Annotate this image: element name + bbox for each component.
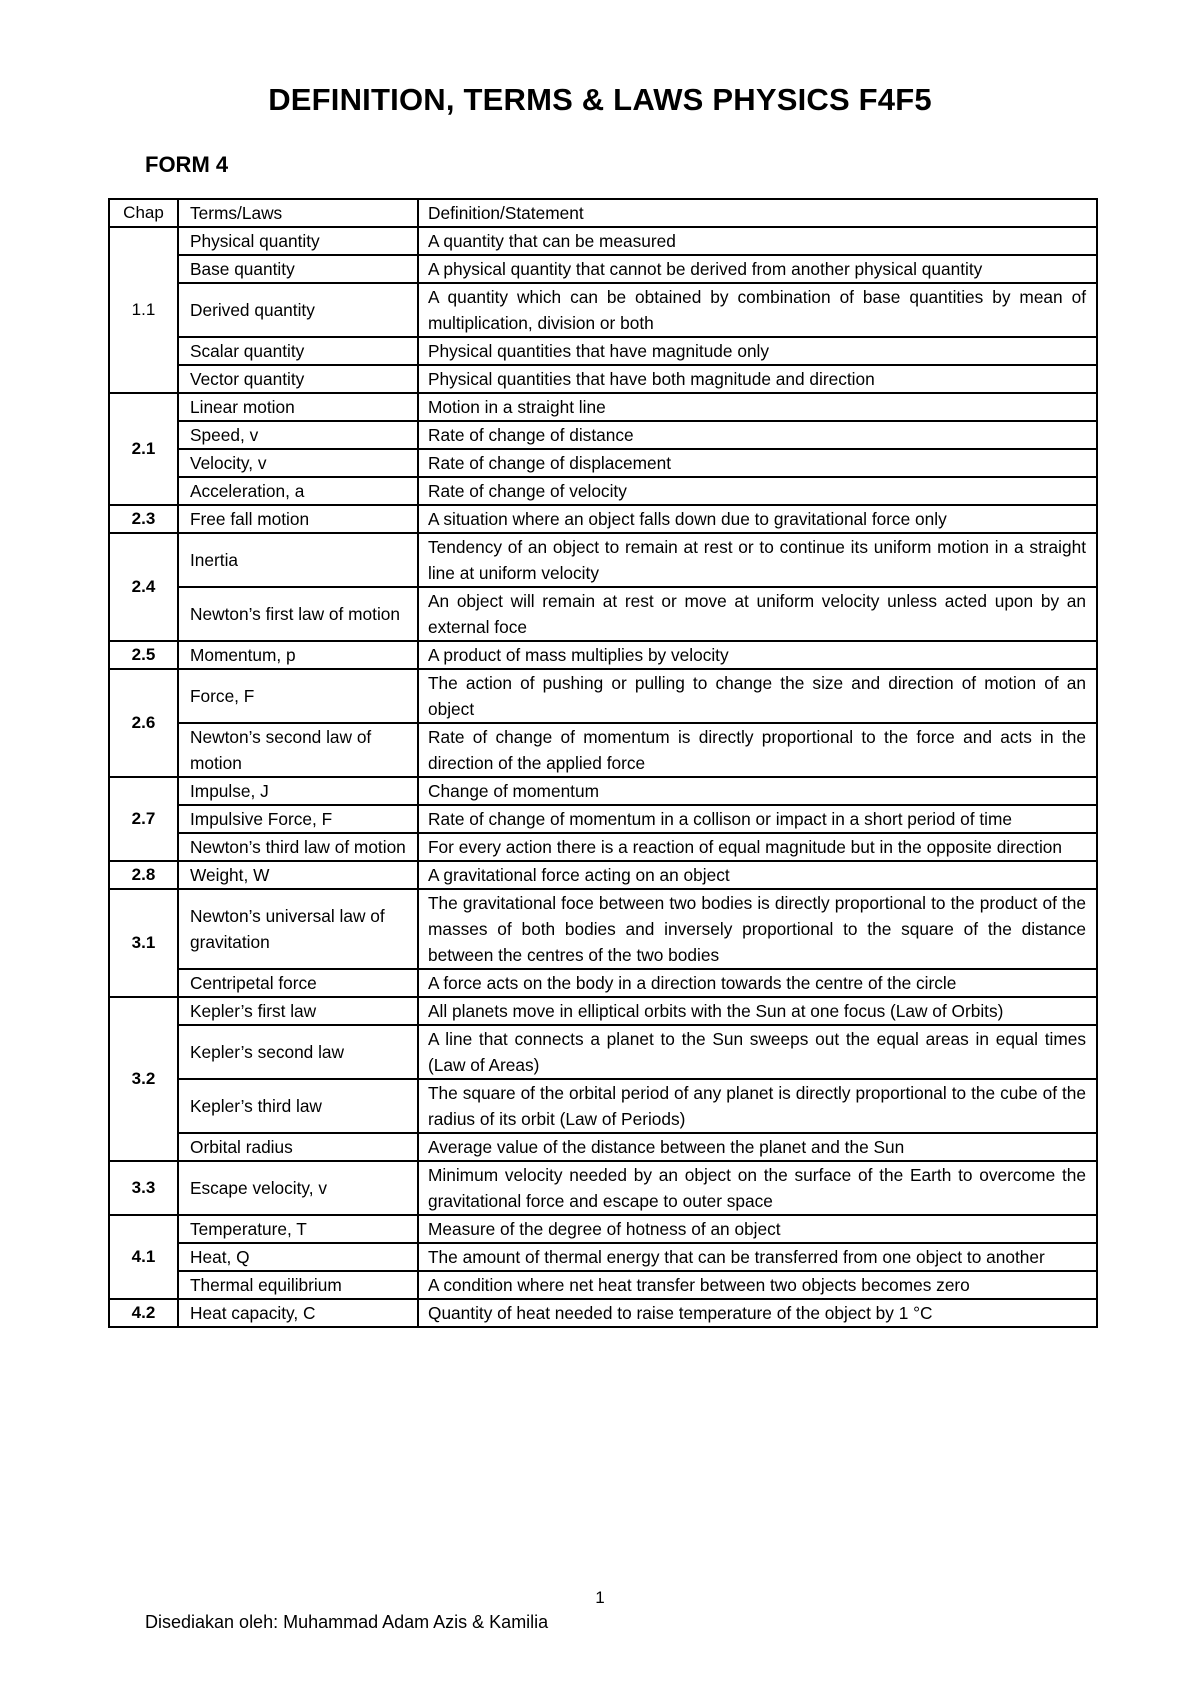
term-cell: Escape velocity, v [178,1161,418,1215]
term-cell: Vector quantity [178,365,418,393]
footer-credit: Disediakan oleh: Muhammad Adam Azis & Kamilia [145,1612,549,1632]
chapter-cell: 2.5 [109,641,178,669]
table-row [109,255,1097,283]
definition-cell: All planets move in elliptical orbits with the Sun at one focus (Law of Orbits) [418,997,1097,1025]
table-row [109,449,1097,477]
section-heading: FORM 4 [145,152,229,177]
table-row [109,533,1097,587]
definition-cell: The amount of thermal energy that can be transferred from one object to another [418,1243,1097,1271]
definition-cell: Measure of the degree of hotness of an object [418,1215,1097,1243]
definition-cell: Change of momentum [418,777,1097,805]
table-row [109,477,1097,505]
chapter-cell: 2.3 [109,505,178,533]
table-row [109,997,1097,1025]
definition-cell: The square of the orbital period of any planet is directly proportional to the cube of the radius of its orbit (Law of Periods) [418,1079,1097,1133]
table-row [109,1025,1097,1079]
table-row [109,1079,1097,1133]
table-row [109,587,1097,641]
term-cell: Temperature, T [178,1215,418,1243]
header-terms: Terms/Laws [178,199,418,227]
document-title: DEFINITION, TERMS & LAWS PHYSICS F4F5 [268,82,932,117]
definition-cell: Tendency of an object to remain at rest or to continue its uniform motion in a straight line at uniform velocity [418,533,1097,587]
definition-cell: The gravitational foce between two bodies is directly proportional to the product of the masses of both bodies and inversely proportional to the square of the distance between the centres of the two bodies [418,889,1097,969]
term-cell: Velocity, v [178,449,418,477]
definition-cell: A quantity which can be obtained by combination of base quantities by mean of multiplication, division or both [418,283,1097,337]
definition-cell: Physical quantities that have both magnitude and direction [418,365,1097,393]
table-row [109,1215,1097,1243]
chapter-cell: 3.2 [109,997,178,1161]
chapter-cell: 4.2 [109,1299,178,1327]
definition-cell: A product of mass multiplies by velocity [418,641,1097,669]
chapter-cell: 2.4 [109,533,178,641]
table-row [109,505,1097,533]
definition-cell: A condition where net heat transfer between two objects becomes zero [418,1271,1097,1299]
chapter-cell: 4.1 [109,1215,178,1299]
table-row [109,1133,1097,1161]
term-cell: Weight, W [178,861,418,889]
term-cell: Speed, v [178,421,418,449]
term-cell: Newton’s second law of motion [178,723,418,777]
definition-cell: Physical quantities that have magnitude only [418,337,1097,365]
term-cell: Acceleration, a [178,477,418,505]
term-cell: Impulse, J [178,777,418,805]
term-cell: Centripetal force [178,969,418,997]
table-row [109,669,1097,723]
term-cell: Kepler’s second law [178,1025,418,1079]
table-row [109,1243,1097,1271]
term-cell: Heat, Q [178,1243,418,1271]
definition-cell: Minimum velocity needed by an object on the surface of the Earth to overcome the gravitational force and escape to outer space [418,1161,1097,1215]
table-row [109,805,1097,833]
table-row [109,337,1097,365]
definition-cell: A situation where an object falls down due to gravitational force only [418,505,1097,533]
chapter-cell: 2.1 [109,393,178,505]
term-cell: Inertia [178,533,418,587]
definition-cell: A force acts on the body in a direction towards the centre of the circle [418,969,1097,997]
table-row [109,723,1097,777]
term-cell: Newton’s universal law of gravitation [178,889,418,969]
term-cell: Physical quantity [178,227,418,255]
term-cell: Base quantity [178,255,418,283]
chapter-cell: 2.7 [109,777,178,861]
table-row [109,969,1097,997]
definition-cell: An object will remain at rest or move at uniform velocity unless acted upon by an external foce [418,587,1097,641]
table-row [109,227,1097,255]
definition-cell: A gravitational force acting on an object [418,861,1097,889]
table-header-row [109,199,1097,227]
definition-cell: For every action there is a reaction of equal magnitude but in the opposite direction [418,833,1097,861]
table-row [109,421,1097,449]
table-row [109,833,1097,861]
term-cell: Kepler’s first law [178,997,418,1025]
definition-cell: Rate of change of distance [418,421,1097,449]
definition-cell: Quantity of heat needed to raise temperature of the object by 1 °C [418,1299,1097,1327]
definition-cell: Rate of change of momentum in a collison or impact in a short period of time [418,805,1097,833]
definition-cell: Rate of change of momentum is directly proportional to the force and acts in the direction of the applied force [418,723,1097,777]
term-cell: Free fall motion [178,505,418,533]
chapter-cell: 2.6 [109,669,178,777]
page-number: 1 [595,1588,605,1607]
definition-cell: Rate of change of velocity [418,477,1097,505]
table-row [109,641,1097,669]
table-row [109,777,1097,805]
chapter-cell: 3.1 [109,889,178,997]
term-cell: Derived quantity [178,283,418,337]
term-cell: Kepler’s third law [178,1079,418,1133]
term-cell: Thermal equilibrium [178,1271,418,1299]
definition-cell: The action of pushing or pulling to change the size and direction of motion of an object [418,669,1097,723]
table-row [109,1161,1097,1215]
table-row [109,365,1097,393]
table-row [109,393,1097,421]
term-cell: Impulsive Force, F [178,805,418,833]
term-cell: Linear motion [178,393,418,421]
table-row [109,283,1097,337]
header-definition: Definition/Statement [418,199,1097,227]
header-chap: Chap [109,199,178,227]
term-cell: Scalar quantity [178,337,418,365]
term-cell: Heat capacity, C [178,1299,418,1327]
chapter-cell: 1.1 [109,227,178,393]
definition-cell: Average value of the distance between the planet and the Sun [418,1133,1097,1161]
definition-cell: Motion in a straight line [418,393,1097,421]
chapter-cell: 3.3 [109,1161,178,1215]
term-cell: Force, F [178,669,418,723]
definition-cell: A physical quantity that cannot be derived from another physical quantity [418,255,1097,283]
term-cell: Orbital radius [178,1133,418,1161]
term-cell: Momentum, p [178,641,418,669]
definitions-table [108,198,1098,1328]
term-cell: Newton’s first law of motion [178,587,418,641]
table-row [109,1299,1097,1327]
table-row [109,889,1097,969]
definition-cell: A line that connects a planet to the Sun sweeps out the equal areas in equal times (Law of Areas) [418,1025,1097,1079]
definition-cell: A quantity that can be measured [418,227,1097,255]
term-cell: Newton’s third law of motion [178,833,418,861]
definition-cell: Rate of change of displacement [418,449,1097,477]
chapter-cell: 2.8 [109,861,178,889]
table-row [109,1271,1097,1299]
table-row [109,861,1097,889]
